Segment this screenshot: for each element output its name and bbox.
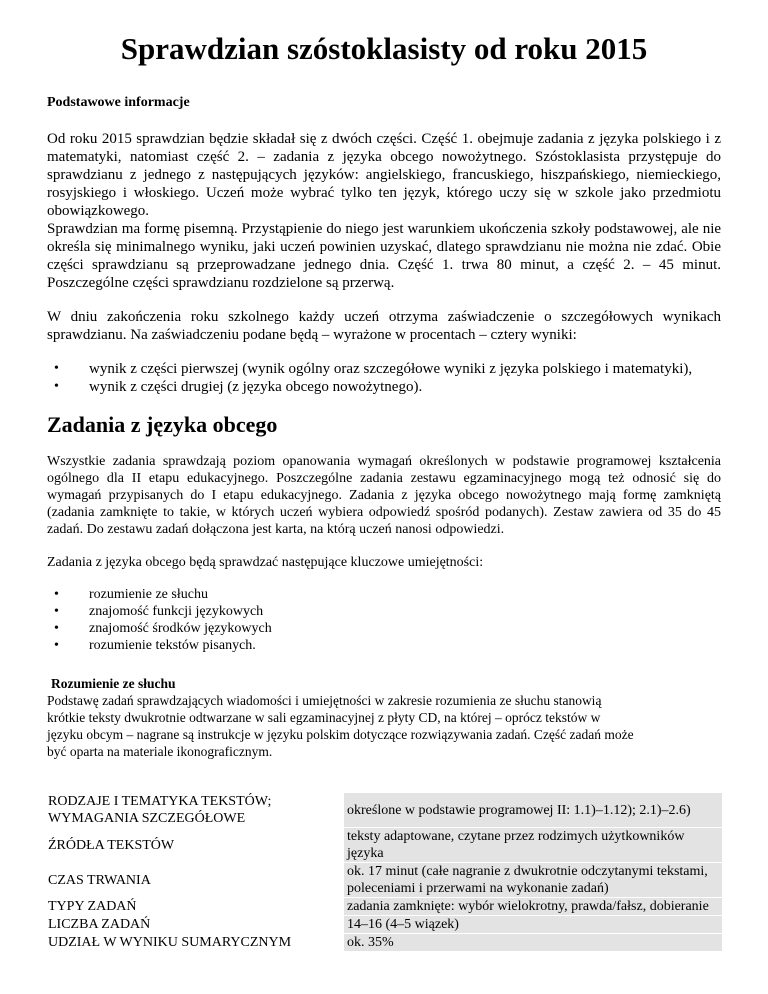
text-line: Podstawę zadań sprawdzających wiadomości i umiejętności w zakresie rozumienia ze słuchu stanowią — [47, 693, 602, 708]
text-line: W dniu zakończenia roku szkolnego każdy uczeń otrzyma zaświadczenie o szczegółowych wynikach — [47, 309, 721, 325]
table-label: UDZIAŁ W WYNIKU SUMARYCZNYM — [47, 934, 344, 951]
list-item: • rozumienie tekstów pisanych. — [89, 637, 721, 654]
basic-info-paragraph-1 — [47, 130, 721, 292]
table-row — [47, 934, 722, 951]
table-value: 14–16 (4–5 wiązek) — [344, 916, 722, 933]
text-line: krótkie teksty dwukrotnie odtwarzane w sali egzaminacyjnej z płyty CD, na której – oprócz tekstów w — [47, 710, 601, 725]
text-line: języku obcym – nagrane są instrukcje w języku polskim dotyczące rozwiązywania zadań. Część zadań może — [47, 727, 634, 742]
text-line: z matematyki, natomiast część 2. – zadania z języka obcego nowożytnego. Szóstoklasista przystępuje do — [47, 131, 722, 165]
table-row — [47, 863, 722, 897]
text-line: mają formę zamkniętą (zadania zamknięte to takie, w których uczeń wybiera odpowiedź spośród podanych). — [47, 488, 722, 520]
text-line: sprawdzianu z jednego z następujących języków: angielskiego, francuskiego, hiszpańskiego, niemieckiego, — [47, 167, 721, 183]
list-item: • wynik z części pierwszej (wynik ogólny oraz szczegółowe wyniki z języka polskiego i matematyki), — [89, 360, 721, 378]
table-label: RODZAJE I TEMATYKA TEKSTÓW; WYMAGANIA SZCZEGÓŁOWE — [47, 793, 344, 827]
text-line: Zestaw zawiera od 35 do 45 zadań. Do zestawu zadań dołączona jest karta, na którą uczeń nanosi — [47, 505, 722, 537]
foreign-language-paragraph — [47, 453, 721, 538]
text-line: Poszczególne części sprawdzianu rozdzielone są przerwą. — [47, 275, 395, 291]
table-label: CZAS TRWANIA — [47, 863, 344, 897]
skills-intro: Zadania z języka obcego będą sprawdzać następujące kluczowe umiejętności: — [47, 555, 484, 570]
table-value: ok. 35% — [344, 934, 722, 951]
page-title: Sprawdzian szóstoklasisty od roku 2015 — [120, 31, 648, 66]
text-line: rosyjskiego i włoskiego. Uczeń może wybrać tylko ten język, którego uczy się w szkole jako przedmiotu — [47, 185, 721, 201]
table-value: określone w podstawie programowej II: 1.1)–1.12); 2.1)–2.6) — [344, 793, 722, 827]
table-row — [47, 793, 722, 827]
table-value: ok. 17 minut (całe nagranie z dwukrotnie odczytanymi tekstami, poleceniami i przerwami na wykonanie zadań) — [344, 863, 722, 897]
table-value: teksty adaptowane, czytane przez rodzimych użytkowników języka — [344, 828, 722, 862]
text-line: Od roku 2015 sprawdzian będzie składał się z dwóch części. Część 1. obejmuje zadania z języka polskiego i — [47, 131, 710, 147]
text-line: nie określa się minimalnego wyniku, jaki uczeń powinien uzyskać, dlatego sprawdzianu nie można nie zdać. — [47, 221, 722, 255]
table-row — [47, 916, 722, 933]
table-row — [47, 828, 722, 862]
table-label: TYPY ZADAŃ — [47, 898, 344, 915]
text-line: Sprawdzian ma formę pisemną. Przystąpienie do niego jest warunkiem ukończenia szkoły podstawowej, ale — [47, 221, 699, 237]
table-value: zadania zamknięte: wybór wielokrotny, prawda/fałsz, dobieranie — [344, 898, 722, 915]
text-line: Wszystkie zadania sprawdzają poziom opanowania wymagań określonych w podstawie programowej — [47, 454, 652, 469]
list-item: • rozumienie ze słuchu — [89, 586, 721, 603]
foreign-language-heading: Zadania z języka obcego — [47, 412, 278, 437]
list-item: • znajomość funkcji językowych — [89, 603, 721, 620]
listening-body — [47, 692, 721, 760]
basic-info-paragraph-2 — [47, 308, 721, 344]
list-item: • wynik z części drugiej (z języka obcego nowożytnego). — [89, 378, 721, 396]
text-line: być oparta na materiale ikonograficznym. — [47, 744, 273, 759]
text-line: obowiązkowego. — [47, 203, 150, 219]
text-line: Obie części sprawdzianu są przeprowadzane jednego dnia. Część 1. trwa 80 minut, a część 2. – 45 minut. — [47, 239, 722, 273]
text-line: sprawdzianu. Na zaświadczeniu podane będą – wyrażone w procentach – cztery wyniki: — [47, 327, 577, 343]
results-list — [47, 360, 721, 396]
table-label: LICZBA ZADAŃ — [47, 916, 344, 933]
basic-info-heading: Podstawowe informacje — [47, 95, 190, 110]
text-line: odnosić się do wymagań przypisanych do I etapu edukacyjnego. Zadania z języka obcego nowożytnego — [47, 471, 722, 503]
table-label: ŹRÓDŁA TEKSTÓW — [47, 828, 344, 862]
list-item: • znajomość środków językowych — [89, 620, 721, 637]
table-row — [47, 898, 722, 915]
skills-list — [47, 586, 721, 654]
text-line: odpowiedzi. — [435, 522, 505, 537]
text-line: kształcenia ogólnego dla II etapu edukacyjnego. Poszczególne zadania zestawu egzaminacyjnego mogą też — [47, 454, 722, 486]
listening-heading: Rozumienie ze słuchu — [51, 676, 176, 691]
listening-info-table — [47, 792, 722, 952]
